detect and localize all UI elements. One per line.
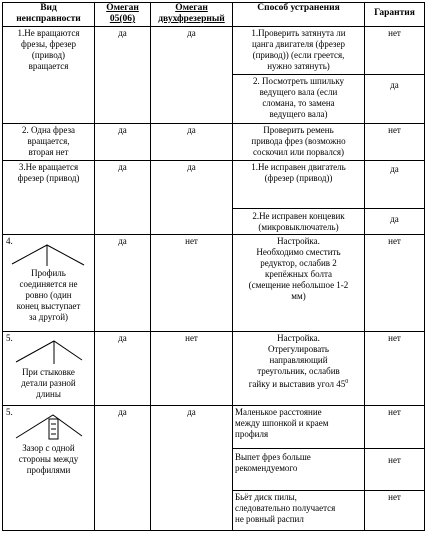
problem-r2: 2. Одна фреза вращается, вторая нет [21,125,75,157]
profile-joint-diagram [10,242,86,266]
warranty-r3b: да [390,214,399,224]
grid-line [2,331,425,332]
omegan05-r2: да [118,125,127,135]
grid-line [232,490,425,491]
warranty-r4: нет [388,236,401,246]
header-omegan-05: Омеган 05(06) [106,3,139,24]
row-number-5b: 5. [6,407,13,417]
warranty-r1a: нет [388,28,401,38]
fix-r6a: Маленькое расстояние между шпонкой и краем профиля [235,407,329,439]
fix-r6b: Выпет фрез больше рекомендуемого [235,452,311,473]
gap-joint-diagram [14,410,84,440]
fix-r2: Проверить ремень привода фрез (возможно соскочил или порвался) [251,125,346,157]
grid-line [2,405,425,406]
header-omegan-dual: Омеган двухфрезерный [158,3,225,24]
fix-r1a: 1.Проверить затянута ли цанга двигателя (фрезер (привод)) (если греется, нужно затянуть) [251,28,346,71]
header-garantiya: Гарантия [374,8,415,18]
omegan05-r4: да [118,236,127,246]
omegan2-r2: да [187,125,196,135]
grid-line [2,123,425,124]
warranty-r1b: да [390,80,399,90]
omegan05-r3: да [118,162,127,172]
fix-r6c: Бьёт диск пилы, следовательно получается не ровный распил [235,492,336,524]
warranty-r3a: да [390,164,399,174]
fix-r5 [233,333,364,390]
omegan05-r1: да [118,28,127,38]
problem-r5: При стыковке детали разной длины [21,367,76,399]
corner-joint-diagram [14,338,84,364]
warranty-r6c: нет [388,492,401,502]
troubleshooting-table [2,2,425,531]
grid-line [232,74,425,75]
row-number-5: 5. [6,333,13,343]
omegan2-r5: нет [185,333,198,343]
grid-line [94,2,95,531]
omegan2-r4: нет [185,236,198,246]
warranty-r2: нет [388,125,401,135]
fix-r4: Настройка. Необходимо сместить редуктор, ослабив 2 крепёжных болта (смещение небольшое 1-2 мм) [248,236,349,301]
grid-line [424,2,425,531]
header-sposob: Способ устранения [257,3,340,13]
grid-line [232,208,425,209]
warranty-r6b: нет [388,455,401,465]
header-vid: Вид неисправности [16,3,81,24]
problem-r1: 1.Не вращаются фрезы, фрезер (привод) вращается [17,28,80,71]
fix-r1b: 2. Посмотреть шпильку ведущего вала (если сломана, то замена ведущего вала) [252,76,345,119]
warranty-r5: нет [388,333,401,343]
fix-r3b: 2.Не исправен концевик (микровыключатель) [252,211,345,232]
grid-line [232,448,425,449]
problem-r3: 3.Не вращается фрезер (привод) [17,162,80,183]
grid-line [2,160,425,161]
problem-r6: Зазор с одной стороны между профилями [18,443,79,475]
omegan05-r5: да [118,333,127,343]
fix-r3a: 1.Не исправен двигатель (фрезер (привод)) [251,162,346,183]
degree-superscript: 0 [345,379,349,385]
fix-r5-text: Настройка. Отрегулировать направляющий треугольник, ослабив гайку и выставив угол 45 [248,333,346,389]
grid-line [2,234,425,235]
omegan2-r3: да [187,162,196,172]
grid-line [150,2,151,531]
problem-r4: Профиль соединяется не ровно (один конец выступает за другой) [16,268,81,322]
grid-line [2,26,425,27]
row-number-4: 4. [6,236,13,246]
omegan2-r6: да [187,407,196,417]
grid-line [2,530,425,531]
warranty-r6a: нет [388,407,401,417]
omegan2-r1: да [187,28,196,38]
omegan05-r6: да [118,407,127,417]
